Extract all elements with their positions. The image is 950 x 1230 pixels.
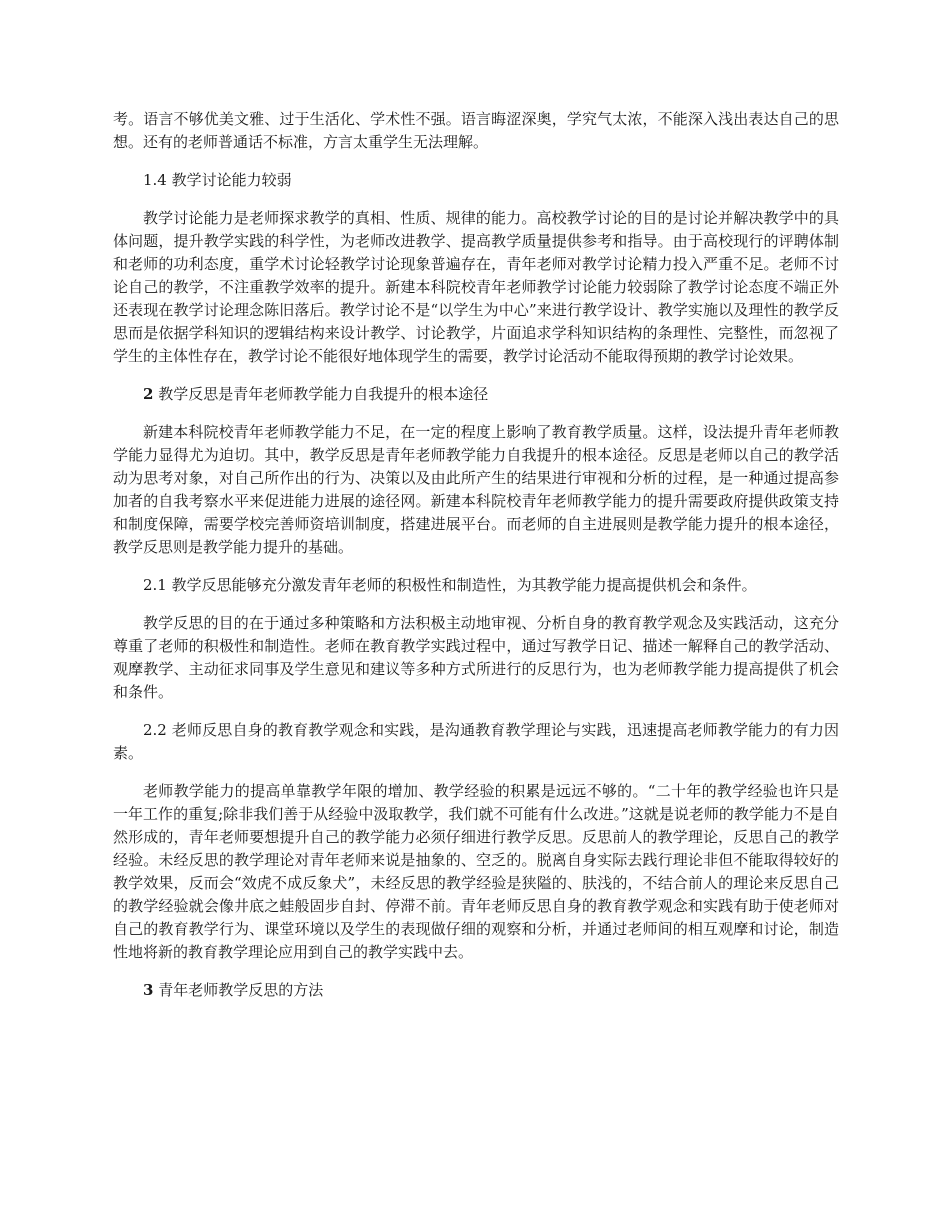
paragraph-continued: 考。语言不够优美文雅、过于生活化、学术性不强。语言晦涩深奥，学究气太浓，不能深入浅出表达自己的思想。还有的老师普通话不标准，方言太重学生无法理解。 [113,110,839,151]
paragraph-2-1: 教学反思的目的在于通过多种策略和方法积极主动地审视、分析自身的教育教学观念及实践活动，这充分尊重了老师的积极性和制造性。老师在教育教学实践过程中，通过写教学日记、描述一解释自己的教学活动、观摩教学、主动征求同事及学生意见和建议等多种方式所进行的反思行为，也为老师教学能力提高提供了机会和条件。 [113,614,839,701]
heading-number: 2 [143,385,154,403]
heading-text: 老师反思自身的教育教学观念和实践，是沟通教育教学理论与实践，迅速提高老师教学能力的有力因素。 [113,721,839,762]
heading-number: 2.1 [143,576,167,594]
heading-text: 教学讨论能力较弱 [166,171,292,189]
heading-2-1 [113,574,839,597]
heading-1-4 [113,169,839,192]
heading-2-2 [113,719,839,765]
heading-number: 1.4 [143,171,167,189]
heading-number: 2.2 [143,721,167,739]
heading-number: 3 [143,981,154,999]
heading-text: 教学反思能够充分激发青年老师的积极性和制造性，为其教学能力提高提供机会和条件。 [166,576,757,594]
paragraph-2: 新建本科院校青年老师教学能力不足，在一定的程度上影响了教育教学质量。这样，设法提升青年老师教学能力显得尤为迫切。其中，教学反思是青年老师教学能力自我提升的根本途径。反思是老师以自己的教学活动为思考对象，对自己所作出的行为、决策以及由此所产生的结果进行审视和分析的过程，是一种通过提高参加者的自我考察水平来促进能力进展的途径网。新建本科院校青年老师教学能力的提升需要政府提供政策支持和制度保障，需要学校完善师资培训制度，搭建进展平台。而老师的自主进展则是教学能力提升的根本途径，教学反思则是教学能力提升的基础。 [113,423,839,556]
paragraph-2-2: 老师教学能力的提高单靠教学年限的增加、教学经验的积累是远远不够的。“二十年的教学经验也许只是一年工作的重复;除非我们善于从经验中汲取教学，我们就不可能有什么改进。”这就是说老师的教学能力不是自然形成的，青年老师要想提升自己的教学能力必须仔细进行教学反思。反思前人的教学理论，反思自己的教学经验。未经反思的教学理论对青年老师来说是抽象的、空乏的。脱离自身实际去践行理论非但不能取得较好的教学效果，反而会“效虎不成反象犬”，未经反思的教学经验是狭隘的、肤浅的，不结合前人的理论来反思自己的教学经验就会像井底之蛙般固步自封、停滞不前。青年老师反思自身的教育教学观念和实践有助于使老师对自己的教育教学行为、课堂环境以及学生的表现做仔细的观察和分析，并通过老师间的相互观摩和讨论，制造性地将新的教育教学理论应用到自己的教学实践中去。 [113,782,839,961]
heading-3 [113,979,839,1002]
document-page [113,108,839,1017]
heading-2 [113,383,839,406]
heading-text: 青年老师教学反思的方法 [153,981,324,999]
heading-text: 教学反思是青年老师教学能力自我提升的根本途径 [153,385,489,403]
paragraph-1-4: 教学讨论能力是老师探求教学的真相、性质、规律的能力。高校教学讨论的目的是讨论并解决教学中的具体问题，提升教学实践的科学性，为老师改进教学、提高教学质量提供参考和指导。由于高校现行的评聘体制和老师的功利态度，重学术讨论轻教学讨论现象普遍存在，青年老师对教学讨论精力投入严重不足。老师不讨论自己的教学，不注重教学效率的提升。新建本科院校青年老师教学讨论能力较弱除了教学讨论态度不端正外还表现在教学讨论理念陈旧落后。教学讨论不是“以学生为中心”来进行教学设计、教学实施以及理性的教学反思而是依据学科知识的逻辑结构来设计教学、讨论教学，片面追求学科知识结构的条理性、完整性，而忽视了学生的主体性存在，教学讨论不能很好地体现学生的需要，教学讨论活动不能取得预期的教学讨论效果。 [113,209,839,365]
